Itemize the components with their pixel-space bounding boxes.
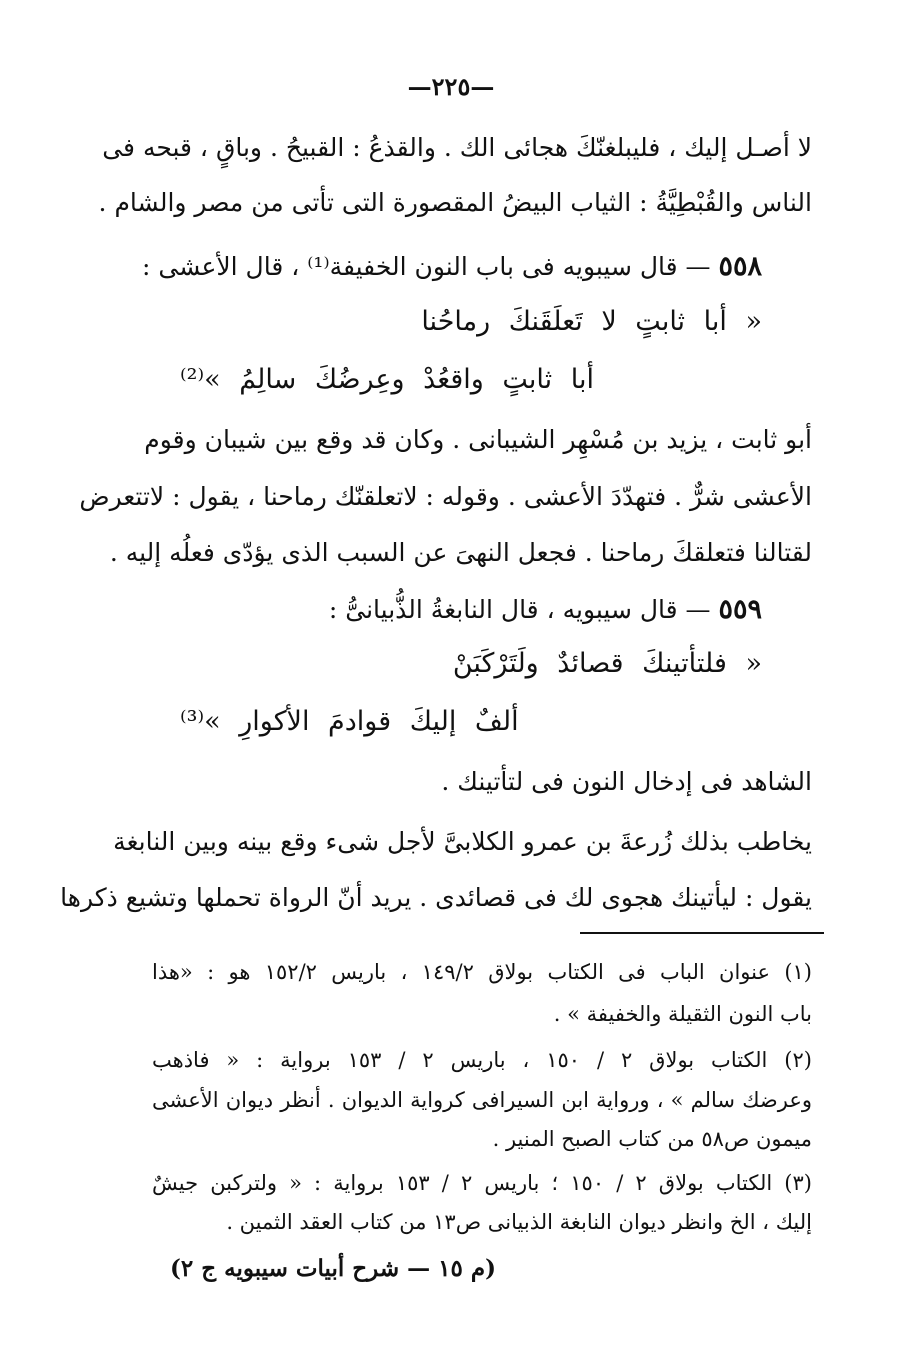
commentary-559-line-1: الشاهد فى إدخال النون فى لتأتينك . <box>441 767 812 796</box>
footnote-2-line-3: ميمون ص٥٨ من كتاب الصبح المنير . <box>492 1127 812 1151</box>
entry-559-heading-text: — قال سيبويه ، قال النابغةُ الذُّبيانىُّ : <box>328 595 711 624</box>
commentary-558-line-1: أبو ثابت ، يزيد بن مُسْهِر الشيبانى . وكان قد وقع بين شيبان وقوم <box>144 425 812 454</box>
verse-558-second-hemistich: أبا ثابتٍ واقعُدْ وعِرضُكَ سالِمُ »⁽²⁾ <box>180 364 594 395</box>
footnote-1-line-1: (١) عنوان الباب فى الكتاب بولاق ١٤٩/٢ ، باريس ١٥٢/٢ هو : «هذا <box>152 960 812 984</box>
footnote-separator <box>580 932 824 934</box>
commentary-558-line-3: لقتالنا فتعلقكَ رماحنا . فجعل النهىَ عن السبب الذى يؤدّى فعلُه إليه . <box>109 538 812 567</box>
verse-559-first-hemistich: « فلتأتينكَ قصائدٌ ولَتَرْكَبَنْ <box>452 648 762 679</box>
commentary-559-line-3: يقول : ليأتينك هجوى لك فى قصائدى . يريد أنّ الرواة تحملها وتشيع ذكرها <box>60 883 812 912</box>
entry-559-number: ٥٥٩ <box>718 594 762 625</box>
footnote-2-line-2: وعرضك سالم » ، ورواية ابن السيرافى كرواية الديوان . أنظر ديوان الأعشى <box>152 1088 812 1112</box>
commentary-558-line-2: الأعشى شرٌّ . فتهدّدَ الأعشى . وقوله : لاتعلقنّك رماحنا ، يقول : لاتتعرض <box>79 482 812 511</box>
entry-558-heading-text: — قال سيبويه فى باب النون الخفيفة⁽¹⁾ ، قال الأعشى : <box>141 252 711 281</box>
gathering-signature: (م ١٥ — شرح أبيات سيبويه ج ٢) <box>170 1255 496 1282</box>
footnote-2-line-1: (٢) الكتاب بولاق ٢ / ١٥٠ ، باريس ٢ / ١٥٣ برواية : « فاذهب <box>152 1048 812 1072</box>
entry-559-heading <box>142 590 762 630</box>
intro-line-2: الناس والقُبْطِيَّةُ : الثياب البيضُ المقصورة التى تأتى من مصر والشام . <box>98 188 812 217</box>
entry-558-heading <box>142 247 762 287</box>
footnote-3-line-2: إليك ، الخ وانظر ديوان النابغة الذبيانى ص١٣ من كتاب العقد الثمين . <box>226 1210 812 1234</box>
page-number: —٢٢٥— <box>407 72 495 101</box>
commentary-559-line-2: يخاطب بذلك زُرعةَ بن عمرو الكلابىَّ لأجل شىء وقع بينه وبين النابغة <box>113 827 812 856</box>
intro-line-1: لا أصـل إليك ، فليبلغنّكَ هجائى الك . والقذعُ : القبيحُ . وباقٍ ، قبحه فى <box>102 133 812 162</box>
verse-558-first-hemistich: « أبا ثابتٍ لا تَعلَقَنكَ رماحُنا <box>421 306 762 337</box>
entry-558-number: ٥٥٨ <box>718 251 762 282</box>
footnote-3-line-1: (٣) الكتاب بولاق ٢ / ١٥٠ ؛ باريس ٢ / ١٥٣ برواية : « ولتركبن جيشٌ <box>152 1171 812 1195</box>
footnote-1-line-2: باب النون الثقيلة والخفيفة » . <box>553 1002 812 1026</box>
verse-559-second-hemistich: ألفٌ إليكَ قوادمَ الأكوارِ »⁽³⁾ <box>180 706 519 737</box>
